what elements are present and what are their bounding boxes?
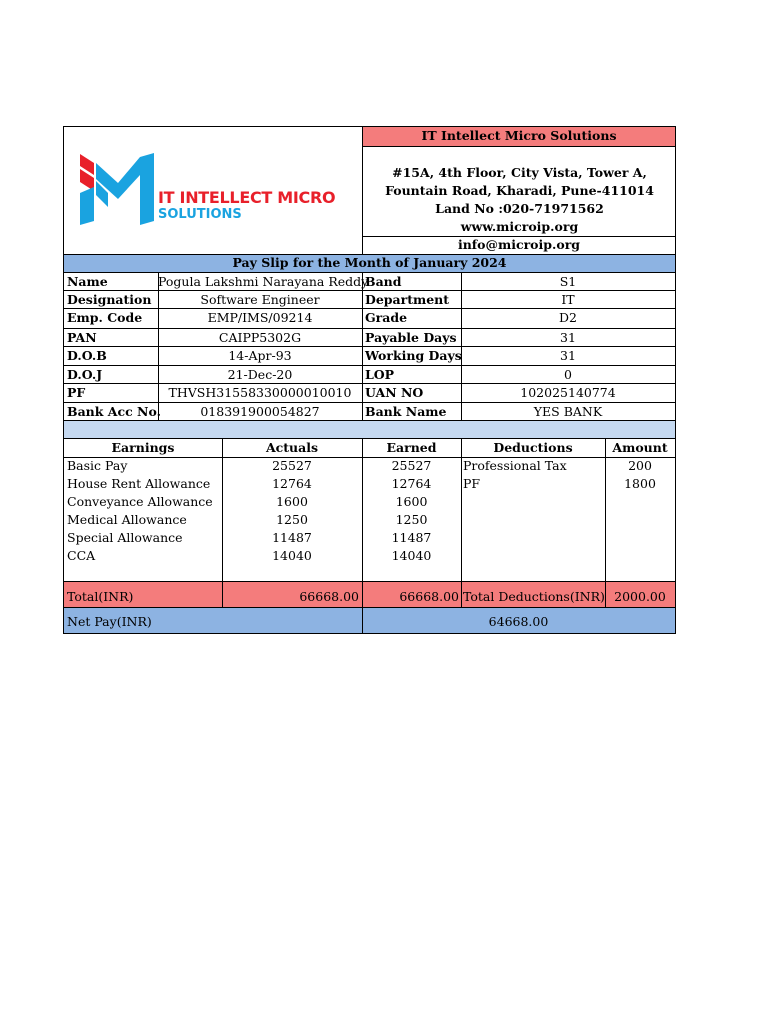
net-pay-value: 64668.00	[488, 614, 549, 629]
employee-field-label: Emp. Code	[67, 310, 143, 325]
company-logo	[78, 151, 343, 231]
earning-actual: 12764	[272, 476, 312, 491]
employee-field-label-2: Band	[365, 274, 402, 289]
logo-text-line1: IT INTELLECT MICRO	[158, 188, 336, 207]
payslip-sheet	[63, 126, 676, 634]
earnings-table	[64, 438, 675, 581]
employee-field-value: EMP/IMS/09214	[207, 310, 313, 325]
earning-earned: 12764	[391, 476, 432, 491]
employee-row	[64, 328, 675, 346]
employee-row	[64, 290, 675, 308]
earning-name: Conveyance Allowance	[67, 494, 213, 509]
employee-field-label-2: LOP	[365, 367, 395, 382]
deduction-name: Professional Tax	[463, 458, 567, 473]
earning-earned: 14040	[391, 548, 432, 563]
employee-field-label: D.O.J	[67, 367, 103, 382]
header-actuals: Actuals	[265, 440, 319, 455]
employee-field-label: Bank Acc No.	[67, 404, 161, 419]
earning-actual: 1250	[276, 512, 308, 527]
employee-field-value-2: 31	[560, 330, 576, 345]
earning-actual: 14040	[272, 548, 312, 563]
earning-earned: 11487	[391, 530, 432, 545]
earning-name: Special Allowance	[67, 530, 183, 545]
employee-field-value: CAIPP5302G	[218, 330, 302, 345]
employee-field-value-2: 0	[564, 367, 572, 382]
employee-field-value-2: IT	[561, 292, 575, 307]
totals-row	[64, 581, 675, 607]
earning-actual: 11487	[272, 530, 312, 545]
employee-field-label: PAN	[67, 330, 97, 345]
earning-actual: 25527	[272, 458, 312, 473]
employee-field-value: 018391900054827	[200, 404, 320, 419]
employee-field-label: PF	[67, 385, 86, 400]
header-earned: Earned	[386, 440, 437, 455]
employee-field-label: Name	[67, 274, 108, 289]
employee-row	[64, 308, 675, 328]
total-earned: 66668.00	[399, 589, 459, 604]
total-actuals: 66668.00	[299, 589, 359, 604]
employee-field-label-2: Working Days	[365, 348, 462, 363]
total-deductions-amount: 2000.00	[614, 589, 666, 604]
employee-field-label: Designation	[67, 292, 152, 307]
deduction-name: PF	[463, 476, 481, 491]
employee-row	[64, 272, 675, 290]
employee-field-value-2: 102025140774	[520, 385, 616, 400]
earning-earned: 25527	[391, 458, 432, 473]
header-earnings: Earnings	[111, 440, 175, 455]
spacer-row	[64, 420, 675, 438]
employee-row	[64, 402, 675, 420]
net-pay-label: Net Pay(INR)	[67, 614, 152, 629]
earning-actual: 1600	[276, 494, 308, 509]
employee-field-label-2: UAN NO	[365, 385, 424, 400]
earning-name: House Rent Allowance	[67, 476, 211, 491]
employee-field-value: 21-Dec-20	[227, 367, 293, 382]
employee-row	[64, 346, 675, 365]
deduction-amount: 200	[628, 458, 652, 473]
email: info@microip.org	[362, 236, 675, 254]
address-line2: Fountain Road, Kharadi, Pune-411014	[385, 183, 654, 198]
employee-field-label-2: Bank Name	[365, 404, 447, 419]
employee-row	[64, 365, 675, 383]
header-deductions: Deductions	[493, 440, 573, 455]
employee-field-value: Software Engineer	[200, 292, 320, 307]
employee-field-value-2: S1	[559, 274, 577, 289]
earning-earned: 1600	[395, 494, 428, 509]
employee-field-label-2: Grade	[365, 310, 408, 325]
employee-field-value: Pogula Lakshmi Narayana Reddy	[158, 274, 369, 289]
employee-field-value-2: 31	[560, 348, 576, 363]
employee-field-value-2: YES BANK	[533, 404, 603, 419]
earning-name: CCA	[67, 548, 96, 563]
earning-earned: 1250	[395, 512, 428, 527]
employee-field-value: 14-Apr-93	[228, 348, 292, 363]
header-amount: Amount	[612, 440, 668, 455]
employee-field-value-2: D2	[559, 310, 577, 325]
logo-mark-icon	[78, 151, 158, 231]
company-name: IT Intellect Micro Solutions	[362, 127, 675, 147]
land-no: Land No :020-71971562	[435, 201, 604, 216]
employee-field-label-2: Payable Days	[365, 330, 457, 345]
net-pay-row	[64, 607, 675, 633]
deduction-amount: 1800	[624, 476, 656, 491]
address-line1: #15A, 4th Floor, City Vista, Tower A,	[392, 165, 647, 180]
earning-name: Medical Allowance	[67, 512, 187, 527]
employee-field-value: THVSH31558330000010010	[168, 385, 352, 400]
total-label: Total(INR)	[67, 589, 134, 604]
total-deductions-label: Total Deductions(INR)	[463, 589, 605, 604]
logo-text-line2: SOLUTIONS	[158, 207, 242, 222]
earning-name: Basic Pay	[67, 458, 128, 473]
page-title: Pay Slip for the Month of January 2024	[64, 254, 675, 272]
employee-row	[64, 383, 675, 402]
employee-field-label-2: Department	[365, 292, 450, 307]
employee-field-label: D.O.B	[67, 348, 107, 363]
website: www.microip.org	[460, 219, 579, 234]
